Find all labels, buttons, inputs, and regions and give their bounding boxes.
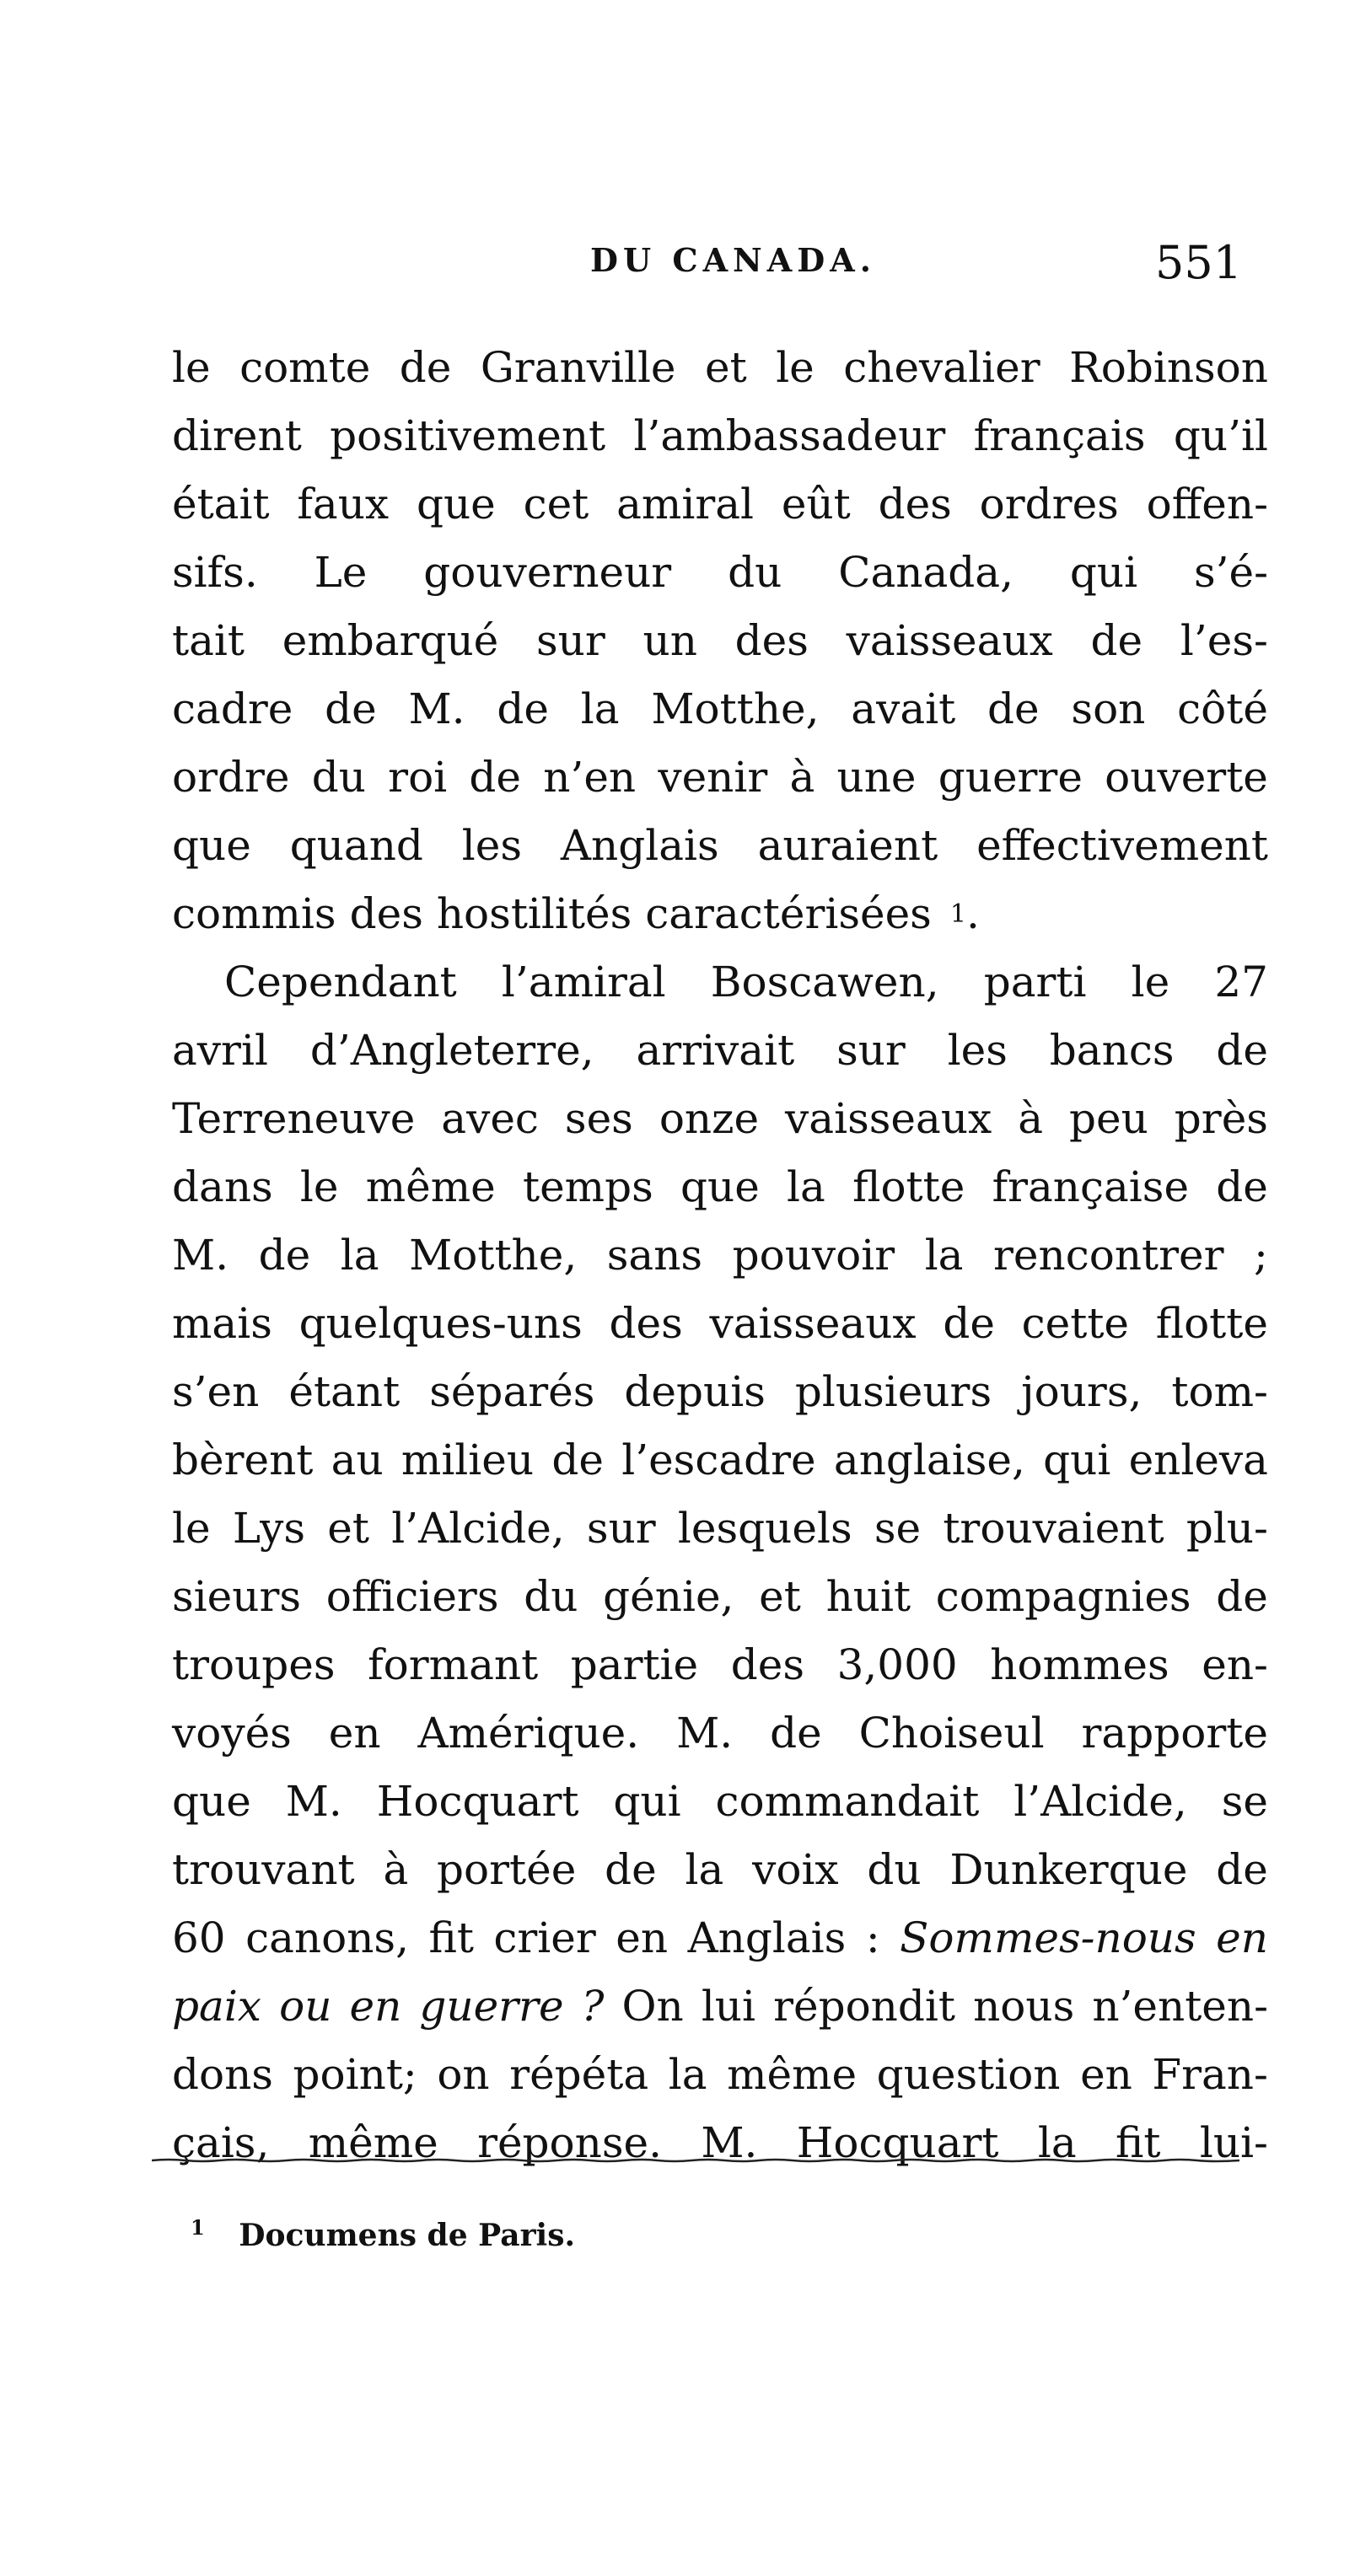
word: vaisseaux: [785, 1094, 992, 1143]
word: français: [973, 411, 1146, 460]
page-number: 551: [1155, 236, 1243, 289]
text-line: [172, 743, 1268, 812]
word: flotte: [852, 1162, 965, 1211]
running-head: DU CANADA.: [590, 241, 876, 279]
word: M.: [172, 1231, 229, 1280]
word: rencontrer: [993, 1231, 1224, 1280]
word: à: [1018, 1094, 1044, 1143]
text-line: [172, 539, 1268, 607]
word: la: [787, 1162, 825, 1211]
word: que: [172, 821, 251, 870]
word: troupes: [172, 1640, 336, 1689]
word: crier: [493, 1913, 596, 1962]
footnote-reference: 1: [949, 899, 966, 929]
word: du: [728, 548, 782, 597]
word: bancs: [1049, 1026, 1175, 1075]
word: le: [776, 343, 815, 392]
word: à: [383, 1845, 409, 1894]
word: cadre: [172, 684, 293, 733]
word: vaisseaux: [709, 1299, 917, 1348]
text-line: [172, 812, 1268, 880]
word: de: [1090, 616, 1143, 665]
text-line: [172, 1221, 1268, 1290]
word: en: [1080, 2050, 1132, 2099]
text-line: [172, 880, 1268, 948]
word: sans: [606, 1231, 703, 1280]
word: ses: [564, 1094, 633, 1143]
word: de: [551, 1436, 604, 1484]
text-line: [172, 948, 1268, 1017]
word: chevalier: [843, 343, 1040, 392]
word: Anglais: [687, 1913, 847, 1962]
word: avril: [172, 1026, 268, 1075]
word: et: [705, 343, 747, 392]
word: s’é-: [1193, 548, 1268, 597]
word: l’es-: [1180, 616, 1268, 665]
word: eût: [781, 480, 851, 529]
word: française: [992, 1162, 1190, 1211]
text-line: [172, 607, 1268, 675]
word: sur: [586, 1504, 656, 1553]
word: embarqué: [282, 616, 499, 665]
word: mais: [172, 1299, 272, 1348]
word: ordre: [172, 753, 290, 802]
word: faux: [297, 480, 390, 529]
word: un: [642, 616, 697, 665]
word: de: [1216, 1162, 1268, 1211]
word: Amérique.: [417, 1709, 640, 1758]
word: trouvant: [172, 1845, 355, 1894]
word: des: [609, 1299, 683, 1348]
word: qui: [613, 1777, 681, 1826]
word: çais,: [172, 2118, 270, 2167]
word: de: [325, 684, 377, 733]
body-text: [172, 334, 1268, 2177]
word: guerre: [419, 1982, 564, 2031]
word: en: [328, 1709, 381, 1758]
word: répéta: [509, 2050, 649, 2099]
word: le: [299, 1162, 339, 1211]
word: rapporte: [1081, 1709, 1268, 1758]
word: l’ambassadeur: [633, 411, 946, 460]
word: ou: [279, 1982, 332, 2031]
footnote: [191, 2215, 575, 2253]
word: la: [685, 1845, 724, 1894]
word: question: [876, 2050, 1061, 2099]
word: Granville: [480, 343, 676, 392]
word: jours,: [1021, 1367, 1142, 1416]
text-line: [172, 1495, 1268, 1563]
word: les: [947, 1026, 1008, 1075]
word: de: [605, 1845, 657, 1894]
word: cette: [1021, 1299, 1130, 1348]
word: milieu: [401, 1436, 535, 1484]
word: en: [1216, 1913, 1268, 1962]
word: M.: [285, 1777, 342, 1826]
word: réponse.: [477, 2118, 663, 2167]
word: flotte: [1155, 1299, 1268, 1348]
word: le: [172, 1504, 211, 1553]
text-line: [172, 402, 1268, 470]
word: onze: [659, 1094, 760, 1143]
word: :: [865, 1913, 880, 1962]
word: le: [1131, 958, 1170, 1006]
word: même: [365, 1162, 496, 1211]
word: la: [668, 2050, 707, 2099]
word: Hocquart: [376, 1777, 579, 1826]
word: de: [943, 1299, 995, 1348]
text-line: [172, 1426, 1268, 1495]
word: qui: [1069, 548, 1138, 597]
word: était: [172, 480, 270, 529]
word: fit: [1116, 2118, 1161, 2167]
word: paix: [172, 1982, 262, 2031]
word: n’en: [543, 753, 637, 802]
text-line: [172, 2109, 1268, 2177]
word: plusieurs: [794, 1367, 992, 1416]
word: de: [1216, 1845, 1268, 1894]
word: et: [327, 1504, 369, 1553]
word: et: [759, 1572, 801, 1621]
word: que: [416, 480, 496, 529]
word: bèrent: [172, 1436, 314, 1484]
line-tail: .: [965, 889, 980, 938]
text-line: [172, 1290, 1268, 1358]
word: se: [1221, 1777, 1268, 1826]
word: Canada,: [838, 548, 1013, 597]
word: quand: [289, 821, 423, 870]
word: huit: [825, 1572, 911, 1621]
word: l’Alcide,: [391, 1504, 565, 1553]
word: 3,000: [836, 1640, 958, 1689]
word: des: [349, 889, 423, 938]
word: comte: [239, 343, 371, 392]
word: amiral: [616, 480, 755, 529]
word: Terreneuve: [172, 1094, 416, 1143]
word: l’amiral: [501, 958, 666, 1006]
word: dons: [172, 2050, 273, 2099]
word: voix: [752, 1845, 839, 1894]
word: fit: [428, 1913, 474, 1962]
word: la: [924, 1231, 964, 1280]
word: commandait: [715, 1777, 980, 1826]
word: tait: [172, 616, 245, 665]
word: arrivait: [636, 1026, 795, 1075]
word: enleva: [1128, 1436, 1268, 1484]
word: peu: [1069, 1094, 1148, 1143]
word: en: [616, 1913, 669, 1962]
word: lui-: [1199, 2118, 1268, 2167]
word: sur: [836, 1026, 906, 1075]
word: sifs.: [172, 548, 258, 597]
text-line: [172, 2041, 1268, 2109]
word: 60: [172, 1913, 226, 1962]
word: l’escadre: [621, 1436, 816, 1484]
word: hostilités: [436, 889, 632, 938]
word: en: [349, 1982, 402, 2031]
text-line: [172, 1768, 1268, 1836]
word: officiers: [325, 1572, 499, 1621]
word: les: [461, 821, 523, 870]
word: pouvoir: [732, 1231, 895, 1280]
text-line: [172, 1017, 1268, 1085]
word: gouverneur: [423, 548, 672, 597]
word: ouverte: [1105, 753, 1268, 802]
word: même: [727, 2050, 858, 2099]
word: auraient: [757, 821, 938, 870]
word: Le: [314, 548, 368, 597]
word: Motthe,: [409, 1231, 578, 1280]
word: de: [469, 753, 521, 802]
word: à: [789, 753, 815, 802]
word: depuis: [624, 1367, 766, 1416]
word: Fran-: [1152, 2050, 1268, 2099]
word: de: [770, 1709, 822, 1758]
word: qu’il: [1173, 411, 1268, 460]
word: roi: [388, 753, 448, 802]
word: le: [172, 343, 211, 392]
word: avait: [851, 684, 956, 733]
text-line: [172, 1972, 1268, 2041]
word: s’en: [172, 1367, 260, 1416]
footnote-rule: [152, 2158, 1239, 2163]
text-line: [172, 470, 1268, 539]
word: au: [331, 1436, 384, 1484]
text-line: [172, 1631, 1268, 1699]
word: de: [497, 684, 549, 733]
word: point;: [293, 2050, 417, 2099]
word: temps: [523, 1162, 653, 1211]
text-line: [172, 1563, 1268, 1631]
word: offen-: [1146, 480, 1268, 529]
word: effectivement: [976, 821, 1268, 870]
word: de: [1216, 1026, 1268, 1075]
word: parti: [983, 958, 1087, 1006]
text-line: [172, 1085, 1268, 1153]
text-line: [172, 1836, 1268, 1904]
word: étant: [288, 1367, 401, 1416]
word: sieurs: [172, 1572, 302, 1621]
word: la: [340, 1231, 379, 1280]
word: des: [730, 1640, 804, 1689]
word: canons,: [245, 1913, 409, 1962]
word: anglaise,: [833, 1436, 1025, 1484]
word: M.: [408, 684, 465, 733]
word: son: [1071, 684, 1146, 733]
word: près: [1174, 1094, 1268, 1143]
word: avec: [441, 1094, 539, 1143]
word: de: [399, 343, 452, 392]
word: même: [308, 2118, 438, 2167]
word: tom-: [1171, 1367, 1268, 1416]
word: partie: [570, 1640, 699, 1689]
word: en-: [1202, 1640, 1268, 1689]
word: quelques-uns: [298, 1299, 583, 1348]
word: Dunkerque: [949, 1845, 1188, 1894]
text-line: [172, 1904, 1268, 1972]
word: du: [524, 1572, 578, 1621]
word: Sommes-nous: [900, 1913, 1196, 1962]
word: que: [680, 1162, 760, 1211]
word: la: [580, 684, 620, 733]
word: Anglais: [560, 821, 719, 870]
word: M.: [676, 1709, 734, 1758]
word: de: [258, 1231, 311, 1280]
word: voyés: [172, 1709, 292, 1758]
word: positivement: [330, 411, 606, 460]
word: venir: [658, 753, 768, 802]
word: Cependant: [224, 958, 457, 1006]
word: de: [1216, 1572, 1268, 1621]
word: répondit: [773, 1982, 955, 2031]
text-line: [172, 334, 1268, 402]
word: lesquels: [677, 1504, 852, 1553]
word: cet: [523, 480, 589, 529]
word: sur: [536, 616, 605, 665]
word: formant: [368, 1640, 539, 1689]
word: que: [172, 1777, 251, 1826]
word: Motthe,: [651, 684, 820, 733]
word: n’enten-: [1092, 1982, 1268, 2031]
word: la: [1037, 2118, 1077, 2167]
word: ordres: [979, 480, 1119, 529]
word: Robinson: [1069, 343, 1268, 392]
word: des: [878, 480, 952, 529]
text-line: [172, 675, 1268, 743]
word: dans: [172, 1162, 273, 1211]
footnote-marker: 1: [191, 2215, 205, 2240]
word: qui: [1043, 1436, 1111, 1484]
text-line: [172, 1358, 1268, 1426]
word: portée: [437, 1845, 577, 1894]
word: lui: [701, 1982, 755, 2031]
word: M.: [701, 2118, 758, 2167]
word: plu-: [1186, 1504, 1268, 1553]
word: ?: [581, 1982, 605, 2031]
word: génie,: [603, 1572, 734, 1621]
text-line: [172, 1153, 1268, 1221]
word: 27: [1214, 958, 1268, 1006]
word: On: [621, 1982, 684, 2031]
word: une: [836, 753, 917, 802]
word: on: [437, 2050, 490, 2099]
word: vaisseaux: [846, 616, 1053, 665]
word: hommes: [990, 1640, 1169, 1689]
word: du: [311, 753, 366, 802]
word: Lys: [232, 1504, 306, 1553]
word: côté: [1177, 684, 1268, 733]
word: dirent: [172, 411, 302, 460]
word: nous: [973, 1982, 1075, 2031]
word: ;: [1254, 1231, 1268, 1280]
word: guerre: [938, 753, 1083, 802]
word: des: [734, 616, 809, 665]
footnote-text: Documens de Paris.: [239, 2218, 576, 2253]
word: séparés: [429, 1367, 595, 1416]
word: Choiseul: [858, 1709, 1045, 1758]
word: se: [874, 1504, 922, 1553]
word: d’Angleterre,: [309, 1026, 594, 1075]
word: l’Alcide,: [1013, 1777, 1187, 1826]
word: commis: [172, 889, 336, 938]
word: caractérisées: [645, 889, 932, 938]
word: compagnies: [935, 1572, 1191, 1621]
word: trouvaient: [943, 1504, 1164, 1553]
word: de: [987, 684, 1040, 733]
word: du: [867, 1845, 922, 1894]
word: Boscawen,: [710, 958, 939, 1006]
text-line: [172, 1699, 1268, 1768]
word: Hocquart: [796, 2118, 999, 2167]
